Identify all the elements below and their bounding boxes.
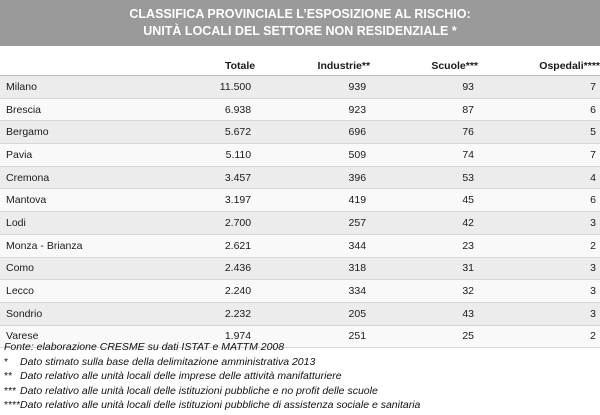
title-line-2: UNITÀ LOCALI DEL SETTORE NON RESIDENZIALE * — [143, 24, 457, 38]
footnote-marker: * — [4, 355, 9, 368]
cell-scuole: 31 — [370, 257, 478, 280]
cell-province: Bergamo — [0, 121, 144, 144]
cell-totale: 3.197 — [144, 189, 255, 212]
cell-province: Brescia — [0, 98, 144, 121]
cell-totale: 2.700 — [144, 212, 255, 235]
source-note: Fonte: elaborazione CRESME su dati ISTAT e MATTM 2008 — [4, 341, 285, 353]
cell-scuole: 43 — [370, 302, 478, 325]
cell-province: Pavia — [0, 144, 144, 167]
cell-industrie: 205 — [255, 302, 370, 325]
cell-ospedali: 6 — [478, 98, 600, 121]
cell-scuole: 42 — [370, 212, 478, 235]
header-scuole: Scuole*** — [370, 56, 478, 76]
cell-scuole: 74 — [370, 144, 478, 167]
cell-industrie: 251 — [255, 325, 370, 348]
cell-scuole: 32 — [370, 280, 478, 303]
cell-ospedali: 3 — [478, 280, 600, 303]
footnote-text: Dato relativo alle unità locali delle istituzioni pubbliche e no profit delle scuole — [20, 384, 378, 397]
table-title-banner — [0, 0, 600, 46]
table-notes — [4, 340, 596, 413]
header-totale: Totale — [144, 56, 255, 76]
cell-province: Cremona — [0, 166, 144, 189]
cell-ospedali: 2 — [478, 325, 600, 348]
cell-industrie: 318 — [255, 257, 370, 280]
cell-ospedali: 6 — [478, 189, 600, 212]
cell-totale: 2.436 — [144, 257, 255, 280]
cell-province: Como — [0, 257, 144, 280]
cell-industrie: 509 — [255, 144, 370, 167]
table-row — [0, 280, 600, 303]
cell-scuole: 53 — [370, 166, 478, 189]
cell-ospedali: 4 — [478, 166, 600, 189]
footnote-item — [4, 384, 596, 399]
cell-scuole: 93 — [370, 76, 478, 99]
cell-province: Milano — [0, 76, 144, 99]
title-line-1: CLASSIFICA PROVINCIALE L’ESPOSIZIONE AL RISCHIO: — [129, 7, 471, 21]
cell-ospedali: 7 — [478, 144, 600, 167]
cell-industrie: 923 — [255, 98, 370, 121]
table-row — [0, 189, 600, 212]
cell-province: Sondrio — [0, 302, 144, 325]
footnote-marker: *** — [4, 384, 17, 397]
cell-totale: 3.457 — [144, 166, 255, 189]
footnote-text: Dato stimato sulla base della delimitazione amministrativa 2013 — [20, 355, 316, 368]
cell-province: Varese — [0, 325, 144, 348]
footnote-item — [4, 369, 596, 384]
footnote-marker: ** — [4, 370, 13, 383]
cell-scuole: 25 — [370, 325, 478, 348]
table-row — [0, 234, 600, 257]
cell-totale: 11.500 — [144, 76, 255, 99]
cell-ospedali: 3 — [478, 302, 600, 325]
table-row — [0, 302, 600, 325]
cell-scuole: 87 — [370, 98, 478, 121]
cell-scuole: 76 — [370, 121, 478, 144]
cell-totale: 1.974 — [144, 325, 255, 348]
cell-province: Lodi — [0, 212, 144, 235]
cell-totale: 2.621 — [144, 234, 255, 257]
cell-industrie: 396 — [255, 166, 370, 189]
cell-ospedali: 5 — [478, 121, 600, 144]
cell-industrie: 257 — [255, 212, 370, 235]
header-industrie: Industrie** — [255, 56, 370, 76]
cell-province: Lecco — [0, 280, 144, 303]
table-header-row — [0, 56, 600, 76]
table-row — [0, 98, 600, 121]
cell-industrie: 939 — [255, 76, 370, 99]
footnote-item — [4, 398, 596, 413]
cell-totale: 2.232 — [144, 302, 255, 325]
cell-ospedali: 7 — [478, 76, 600, 99]
cell-industrie: 696 — [255, 121, 370, 144]
cell-totale: 5.672 — [144, 121, 255, 144]
cell-totale: 2.240 — [144, 280, 255, 303]
footnote-item — [4, 355, 596, 370]
table-body — [0, 76, 600, 348]
cell-scuole: 23 — [370, 234, 478, 257]
cell-industrie: 344 — [255, 234, 370, 257]
footnote-text: Dato relativo alle unità locali delle istituzioni pubbliche di assistenza sociale e sanitaria — [20, 399, 421, 412]
table-row — [0, 166, 600, 189]
footnote-list — [4, 355, 596, 413]
cell-province: Monza - Brianza — [0, 234, 144, 257]
cell-province: Mantova — [0, 189, 144, 212]
header-ospedali: Ospedali**** — [478, 56, 600, 76]
table-row — [0, 212, 600, 235]
table-row — [0, 257, 600, 280]
header-province — [0, 56, 144, 76]
exposure-table — [0, 56, 600, 348]
cell-ospedali: 2 — [478, 234, 600, 257]
table-row — [0, 76, 600, 99]
footnote-marker: **** — [4, 399, 21, 412]
cell-ospedali: 3 — [478, 212, 600, 235]
table-row — [0, 144, 600, 167]
cell-scuole: 45 — [370, 189, 478, 212]
cell-industrie: 419 — [255, 189, 370, 212]
cell-industrie: 334 — [255, 280, 370, 303]
cell-totale: 6.938 — [144, 98, 255, 121]
table-row — [0, 121, 600, 144]
footnote-text: Dato relativo alle unità locali delle imprese delle attività manifatturiere — [20, 370, 342, 383]
cell-totale: 5.110 — [144, 144, 255, 167]
cell-ospedali: 3 — [478, 257, 600, 280]
